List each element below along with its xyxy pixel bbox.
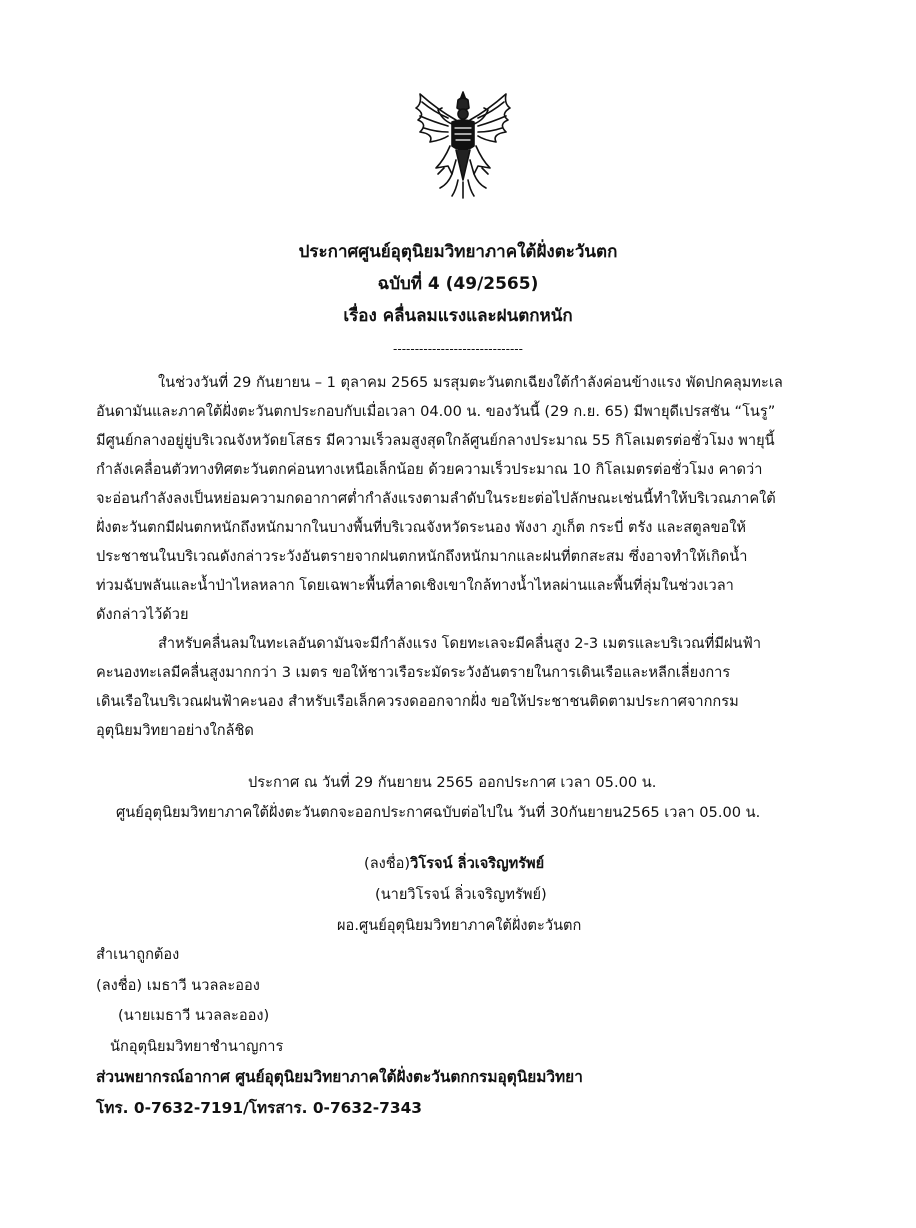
announcement-title: ประกาศศูนย์อุตุนิยมวิทยาภาคใต้ฝั่งตะวันตก bbox=[298, 242, 618, 262]
body-line: ฝั่งตะวันตกมีฝนตกหนักถึงหนักมากในบางพื้นที่บริเวณจังหวัดระนอง พังงา ภูเก็ต กระบี่ ตรัง และสตูลขอให้ bbox=[96, 519, 747, 536]
director-full-name: (นายวิโรจน์ ลิ่วเจริญทรัพย์) bbox=[375, 886, 547, 903]
announcement-issued-date: ประกาศ ณ วันที่ 29 กันยายน 2565 ออกประกาศ เวลา 05.00 น. bbox=[248, 774, 657, 791]
announcement-subject: เรื่อง คลื่นลมแรงและฝนตกหนัก bbox=[343, 306, 573, 326]
body-line: สำหรับคลื่นลมในทะเลอันดามันจะมีกำลังแรง โดยทะเลจะมีคลื่นสูง 2-3 เมตรและบริเวณที่มีฝนฟ้า bbox=[158, 635, 762, 652]
body-line: ในช่วงวันที่ 29 กันยายน – 1 ตุลาคม 2565 มรสุมตะวันตกเฉียงใต้กำลังค่อนข้างแรง พัดปกคลุมทะเล bbox=[158, 374, 783, 391]
certifier-signed-line: (ลงชื่อ) เมธาวี นวลละออง bbox=[96, 976, 260, 994]
body-line: คะนองทะเลมีคลื่นสูงมากกว่า 3 เมตร ขอให้ชาวเรือระมัดระวังอันตรายในการเดินเรือและหลีกเลี่ยงการ bbox=[96, 664, 731, 681]
body-line: จะอ่อนกำลังลงเป็นหย่อมความกดอากาศต่ำกำลังแรงตามลำดับในระยะต่อไปลักษณะเช่นนี้ทำให้บริเวณภาคใต้ bbox=[96, 490, 776, 507]
signed-prefix: (ลงชื่อ) bbox=[364, 855, 411, 872]
director-signed-name: วิโรจน์ ลิ่วเจริญทรัพย์ bbox=[410, 855, 545, 872]
body-line: ประชาชนในบริเวณดังกล่าวระวังอันตรายจากฝนตกหนักถึงหนักมากและฝนที่ตกสะสม ซึ่งอาจทำให้เกิดน้ำ bbox=[96, 548, 748, 565]
announcement-issue-number: ฉบับที่ 4 (49/2565) bbox=[377, 274, 539, 294]
next-announcement-notice: ศูนย์อุตุนิยมวิทยาภาคใต้ฝั่งตะวันตกจะออกประกาศฉบับต่อไปใน วันที่ 30กันยายน2565 เวลา 05.00 น. bbox=[116, 804, 761, 821]
body-line: อุตุนิยมวิทยาอย่างใกล้ชิด bbox=[96, 722, 254, 739]
director-signed-line bbox=[0, 848, 916, 879]
body-line: กำลังเคลื่อนตัวทางทิศตะวันตกค่อนทางเหนือเล็กน้อย ด้วยความเร็วประมาณ 10 กิโลเมตรต่อชั่วโมง คาดว่า bbox=[96, 461, 763, 478]
body-line: อันดามันและภาคใต้ฝั่งตะวันตกประกอบกับเมื่อเวลา 04.00 น. ของวันนี้ (29 ก.ย. 65) มีพายุดีเปรสชัน “โนรู” bbox=[96, 403, 776, 420]
body-line: เดินเรือในบริเวณฝนฟ้าคะนอง สำหรับเรือเล็กควรงดออกจากฝั่ง ขอให้ประชาชนติดตามประกาศจากกรม bbox=[96, 693, 739, 710]
announcement-body bbox=[96, 368, 836, 745]
certifier-position: นักอุตุนิยมวิทยาชำนาญการ bbox=[110, 1037, 284, 1055]
department-name: ส่วนพยากรณ์อากาศ ศูนย์อุตุนิยมวิทยาภาคใต้ฝั่งตะวันตกกรมอุตุนิยมวิทยา bbox=[96, 1068, 583, 1086]
announcement-issue-info bbox=[0, 768, 916, 828]
director-position: ผอ.ศูนย์อุตุนิยมวิทยาภาคใต้ฝั่งตะวันตก bbox=[337, 917, 582, 934]
announcement-header bbox=[0, 236, 916, 332]
certified-copy-block bbox=[96, 940, 856, 1123]
contact-numbers: โทร. 0-7632-7191/โทรสาร. 0-7632-7343 bbox=[96, 1098, 422, 1117]
garuda-emblem-icon bbox=[408, 88, 518, 200]
certifier-full-name: (นายเมธาวี นวลละออง) bbox=[118, 1007, 270, 1024]
body-line: มีศูนย์กลางอยู่ยู่บริเวณจังหวัดยโสธร มีความเร็วลมสูงสุดใกล้ศูนย์กลางประมาณ 55 กิโลเมตรต่อชั่วโมง พายุนี้ bbox=[96, 432, 775, 449]
director-signature-block bbox=[0, 848, 916, 941]
body-line: ท่วมฉับพลันและน้ำป่าไหลหลาก โดยเฉพาะพื้นที่ลาดเชิงเขาใกล้ทางน้ำไหลผ่านและพื้นที่ลุ่มในช่วงเวลา bbox=[96, 577, 734, 594]
body-line: ดังกล่าวไว้ด้วย bbox=[96, 606, 189, 623]
certified-copy-label: สำเนาถูกต้อง bbox=[96, 946, 180, 963]
header-divider: ------------------------------ bbox=[393, 342, 523, 356]
